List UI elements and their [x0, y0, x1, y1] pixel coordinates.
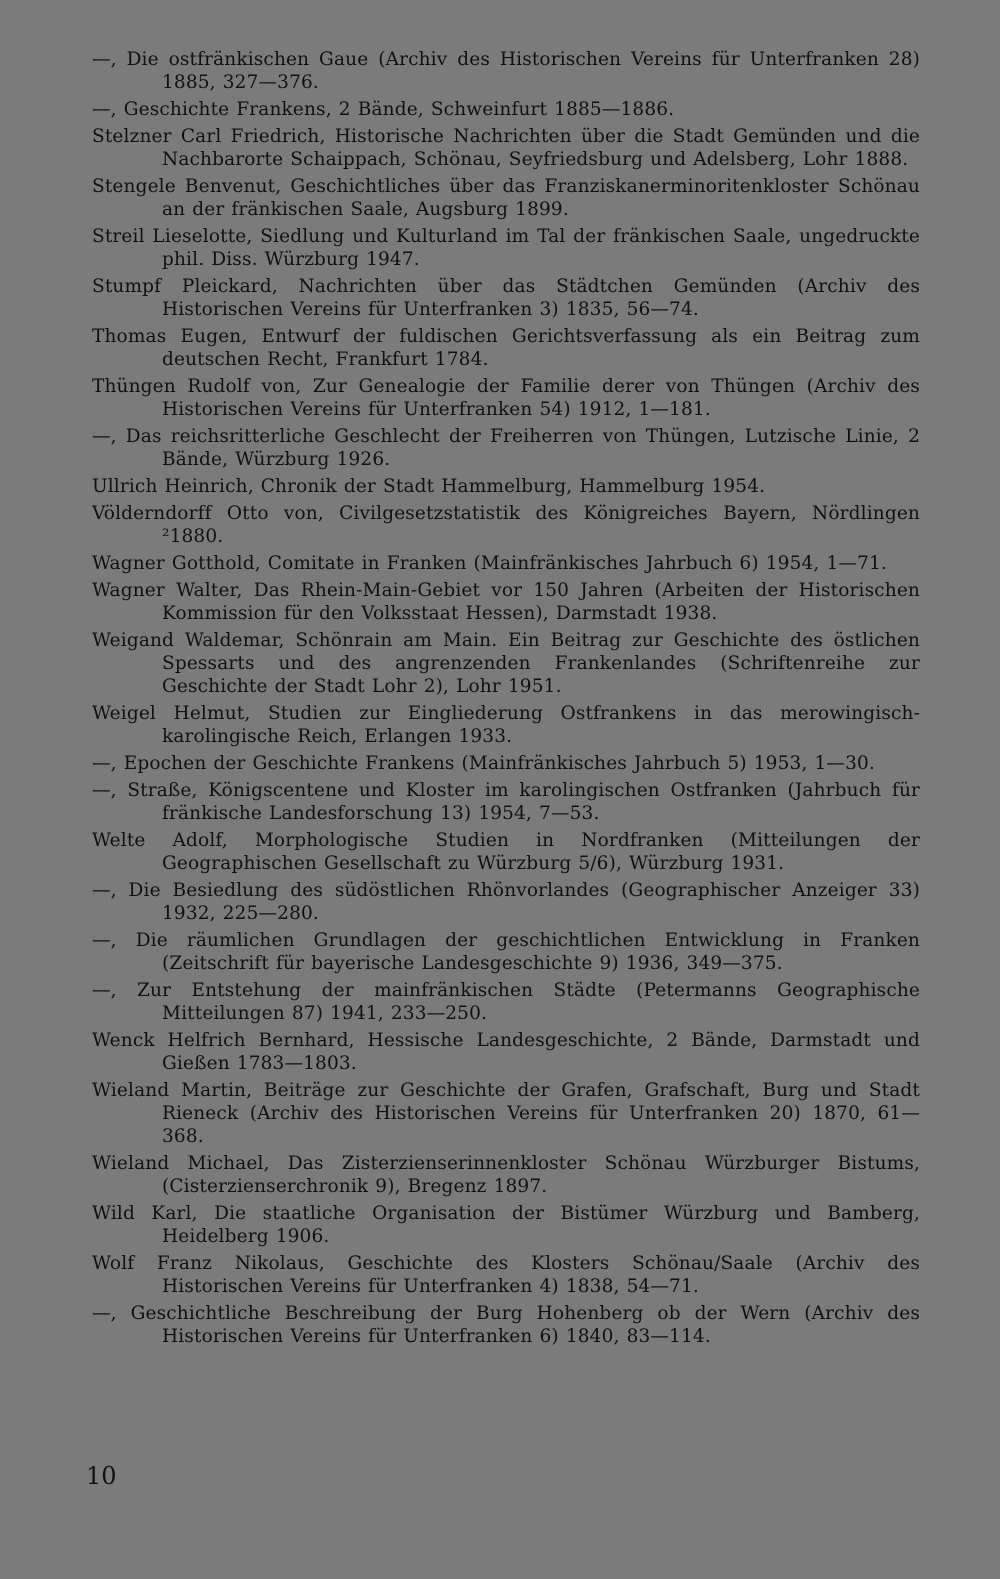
bibliography-entry: —, Geschichtliche Beschreibung der Burg Hohenberg ob der Wern (Archiv des Historischen Vereins für Unterfranken 6) 1840, 83—114.	[92, 1303, 920, 1347]
bibliography-entry: Streil Lieselotte, Siedlung und Kulturland im Tal der fränkischen Saale, ungedruckte phil. Diss. Würzburg 1947.	[92, 226, 920, 270]
bibliography-entry: —, Das reichsritterliche Geschlecht der Freiherren von Thüngen, Lutzische Linie, 2 Bände, Würzburg 1926.	[92, 426, 920, 470]
bibliography-entry: Thomas Eugen, Entwurf der fuldischen Gerichtsverfassung als ein Beitrag zum deutschen Recht, Frankfurt 1784.	[92, 326, 920, 370]
bibliography-entry: —, Zur Entstehung der mainfränkischen Städte (Petermanns Geographische Mitteilungen 87) 1941, 233—250.	[92, 980, 920, 1024]
bibliography-entry: —, Geschichte Frankens, 2 Bände, Schweinfurt 1885—1886.	[92, 99, 675, 120]
page-number: 10	[86, 1462, 117, 1490]
bibliography-entry: Wieland Michael, Das Zisterzienserinnenkloster Schönau Würzburger Bistums, (Cisterzienserchronik 9), Bregenz 1897.	[92, 1153, 920, 1197]
bibliography-entry: Stelzner Carl Friedrich, Historische Nachrichten über die Stadt Gemünden und die Nachbarorte Schaippach, Schönau, Seyfriedsburg und Adelsberg, Lohr 1888.	[92, 126, 920, 170]
bibliography-entry: Stumpf Pleickard, Nachrichten über das Städtchen Gemünden (Archiv des Historischen Vereins für Unterfranken 3) 1835, 56—74.	[92, 276, 920, 320]
bibliography-entry: Weigel Helmut, Studien zur Eingliederung Ostfrankens in das merowingisch-karolingische Reich, Erlangen 1933.	[92, 703, 920, 747]
bibliography-entry: Wenck Helfrich Bernhard, Hessische Landesgeschichte, 2 Bände, Darmstadt und Gießen 1783—1803.	[92, 1030, 920, 1074]
bibliography-entry: Wolf Franz Nikolaus, Geschichte des Klosters Schönau/Saale (Archiv des Historischen Vereins für Unterfranken 4) 1838, 54—71.	[92, 1253, 920, 1297]
bibliography-entry: Wagner Gotthold, Comitate in Franken (Mainfränkisches Jahrbuch 6) 1954, 1—71.	[92, 553, 887, 574]
bibliography-entry: —, Die Besiedlung des südöstlichen Rhönvorlandes (Geographischer Anzeiger 33) 1932, 225—280.	[92, 880, 920, 924]
bibliography-entry: Völderndorff Otto von, Civilgesetzstatistik des Königreiches Bayern, Nördlingen ²1880.	[92, 503, 920, 547]
bibliography-list	[92, 48, 920, 1352]
bibliography-entry: Stengele Benvenut, Geschichtliches über das Franziskanerminoritenkloster Schönau an der fränkischen Saale, Augsburg 1899.	[92, 176, 920, 220]
bibliography-entry: Thüngen Rudolf von, Zur Genealogie der Familie derer von Thüngen (Archiv des Historischen Vereins für Unterfranken 54) 1912, 1—181.	[92, 376, 920, 420]
bibliography-entry: —, Die ostfränkischen Gaue (Archiv des Historischen Vereins für Unterfranken 28) 1885, 327—376.	[92, 49, 920, 93]
bibliography-entry: Wagner Walter, Das Rhein-Main-Gebiet vor 150 Jahren (Arbeiten der Historischen Kommission für den Volksstaat Hessen), Darmstadt 1938.	[92, 580, 920, 624]
bibliography-entry: —, Epochen der Geschichte Frankens (Mainfränkisches Jahrbuch 5) 1953, 1—30.	[92, 753, 875, 774]
bibliography-entry: —, Straße, Königscentene und Kloster im karolingischen Ostfranken (Jahrbuch für fränkische Landesforschung 13) 1954, 7—53.	[92, 780, 920, 824]
bibliography-entry: Welte Adolf, Morphologische Studien in Nordfranken (Mitteilungen der Geographischen Gesellschaft zu Würzburg 5/6), Würzburg 1931.	[92, 830, 920, 874]
bibliography-entry: Weigand Waldemar, Schönrain am Main. Ein Beitrag zur Geschichte des östlichen Spessarts und des angrenzenden Frankenlandes (Schriftenreihe zur Geschichte der Stadt Lohr 2), Lohr 1951.	[92, 630, 920, 697]
bibliography-entry: —, Die räumlichen Grundlagen der geschichtlichen Entwicklung in Franken (Zeitschrift für bayerische Landesgeschichte 9) 1936, 349—375.	[92, 930, 920, 974]
bibliography-entry: Wieland Martin, Beiträge zur Geschichte der Grafen, Grafschaft, Burg und Stadt Rieneck (Archiv des Historischen Vereins für Unterfranken 20) 1870, 61—368.	[92, 1080, 920, 1147]
bibliography-entry: Ullrich Heinrich, Chronik der Stadt Hammelburg, Hammelburg 1954.	[92, 476, 766, 497]
bibliography-entry: Wild Karl, Die staatliche Organisation der Bistümer Würzburg und Bamberg, Heidelberg 1906.	[92, 1203, 920, 1247]
